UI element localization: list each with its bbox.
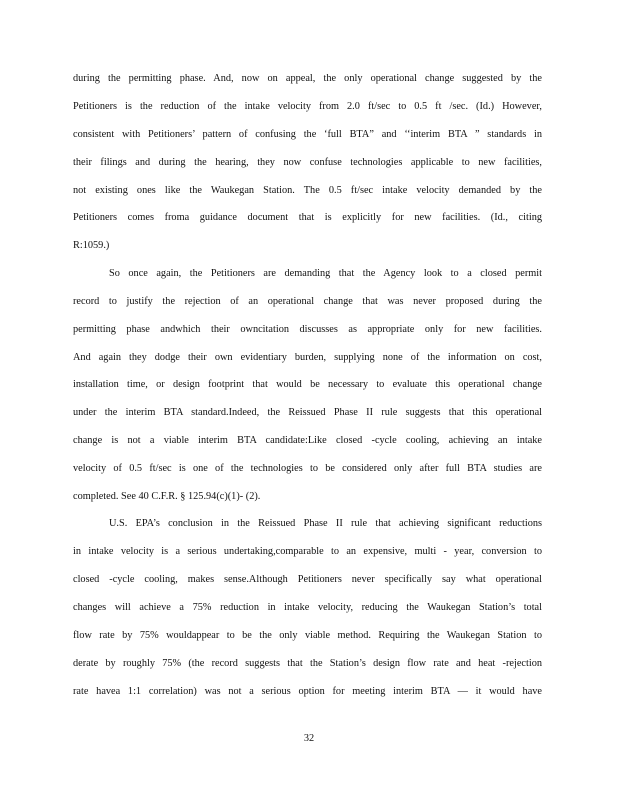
body-text-line: flow rate by 75% wouldappear to be the only viable method. Requiring the Waukegan Station to [73,630,542,641]
page-number: 32 [303,733,315,744]
body-text-line: completed. See 40 C.F.R. § 125.94(c)(1)- (2). [73,491,261,502]
body-text-line: R:1059.) [73,240,110,251]
body-text-line: their filings and during the hearing, they now confuse technologies applicable to new facilities, [73,157,542,168]
body-text-line: velocity of 0.5 ft/sec is one of the technologies to be considered only after full BTA studies are [73,463,542,474]
body-text-line: closed -cycle cooling, makes sense.Although Petitioners never specifically say what operational [73,574,542,585]
body-text-line: rate havea 1:1 correlation) was not a serious option for meeting interim BTA — it would have [73,686,542,697]
body-text-line: during the permitting phase. And, now on appeal, the only operational change suggested by the [73,73,542,84]
paragraph-first-line: So once again, the Petitioners are demanding that the Agency look to a closed permit [109,268,542,279]
paragraph-first-line: U.S. EPA’s conclusion in the Reissued Phase II rule that achieving significant reductions [109,518,542,529]
body-text-line: under the interim BTA standard.Indeed, the Reissued Phase II rule suggests that this operational [73,407,542,418]
body-text-line: Petitioners is the reduction of the intake velocity from 2.0 ft/sec to 0.5 ft /sec. (Id.) However, [73,101,542,112]
body-text-line: Petitioners comes froma guidance document that is explicitly for new facilities. (Id., citing [73,212,542,223]
body-text-line: changes will achieve a 75% reduction in intake velocity, reducing the Waukegan Station’s total [73,602,542,613]
body-text-line: And again they dodge their own evidentiary burden, supplying none of the information on cost, [73,352,542,363]
body-text-line: derate by roughly 75% (the record suggests that the Station’s design flow rate and heat -rejection [73,658,542,669]
body-text-line: in intake velocity is a serious undertaking,comparable to an expensive, multi - year, conversion to [73,546,542,557]
body-text-line: consistent with Petitioners’ pattern of confusing the ‘full BTA” and ‘‘interim BTA ” standards in [73,129,542,140]
body-text-line: permitting phase andwhich their owncitation discusses as appropriate only for new facilities. [73,324,542,335]
body-text-line: not existing ones like the Waukegan Station. The 0.5 ft/sec intake velocity demanded by the [73,185,542,196]
body-text-line: record to justify the rejection of an operational change that was never proposed during the [73,296,542,307]
body-text-line: installation time, or design footprint that would be necessary to evaluate this operational change [73,379,542,390]
body-text-line: change is not a viable interim BTA candidate:Like closed -cycle cooling, achieving an intake [73,435,542,446]
